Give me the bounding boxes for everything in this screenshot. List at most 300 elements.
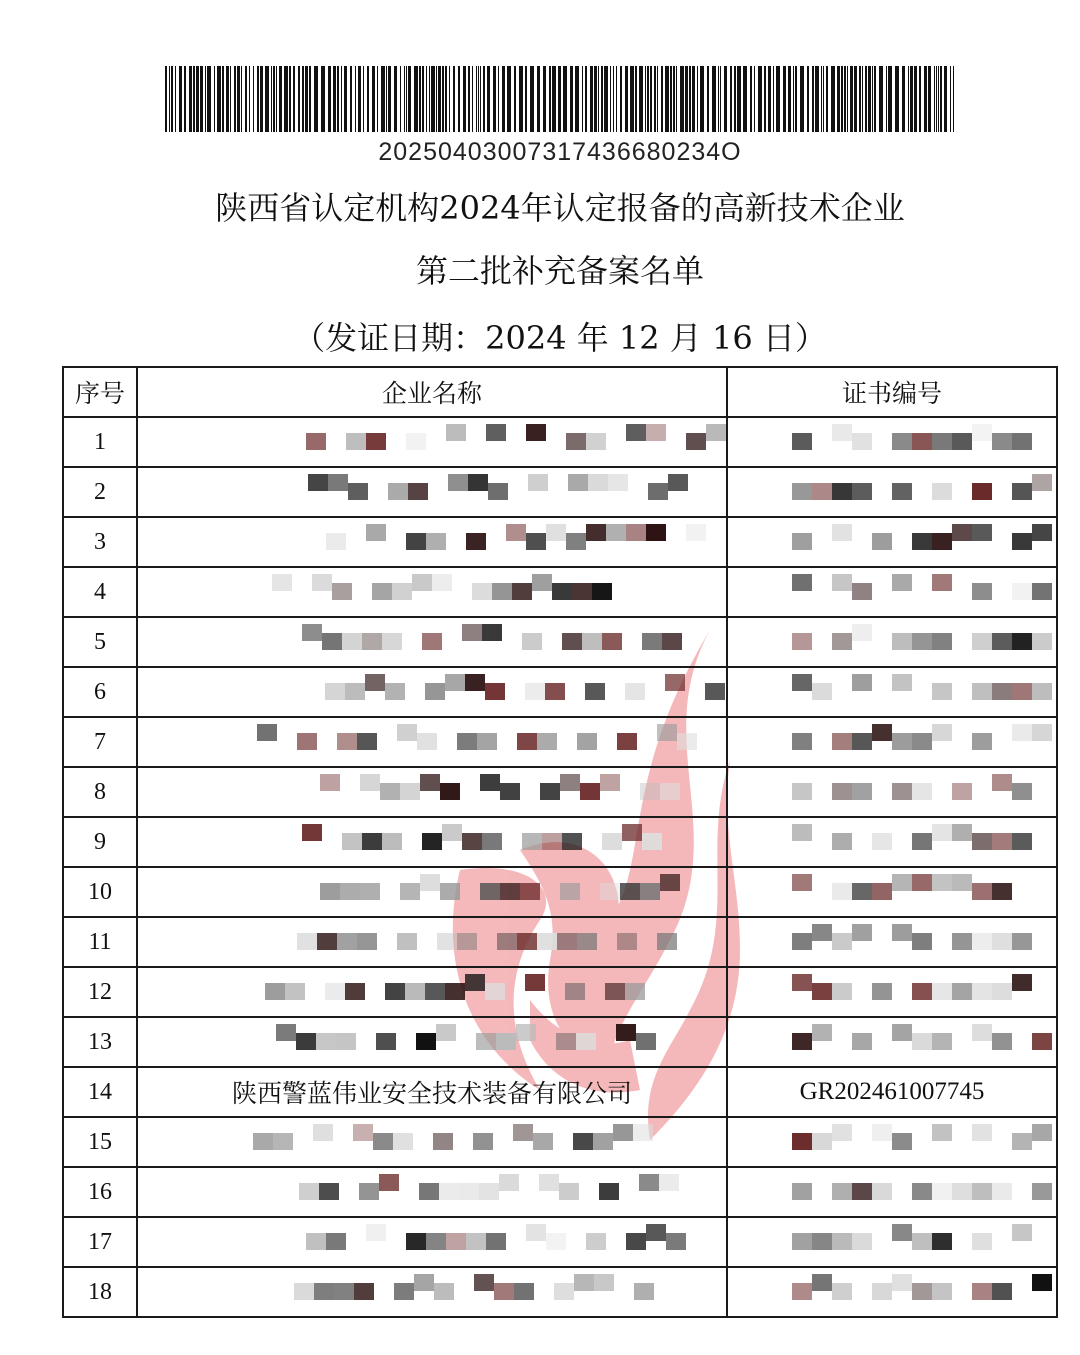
redaction-block bbox=[1012, 433, 1032, 450]
barcode-bar bbox=[245, 66, 247, 132]
pixelated-redaction bbox=[728, 1170, 1056, 1214]
row-company-name bbox=[137, 767, 727, 817]
barcode-bar bbox=[654, 66, 656, 132]
barcode-bar bbox=[442, 66, 444, 132]
redaction-block bbox=[792, 733, 812, 750]
redaction-block bbox=[626, 1233, 646, 1250]
redaction-block bbox=[419, 1183, 439, 1200]
redaction-block bbox=[792, 674, 812, 691]
redaction-block bbox=[792, 574, 812, 591]
redaction-block bbox=[353, 1124, 373, 1141]
redaction-block bbox=[852, 924, 872, 941]
barcode-bar bbox=[934, 66, 935, 132]
redaction-block bbox=[992, 774, 1012, 791]
redaction-block bbox=[892, 733, 912, 750]
redaction-block bbox=[513, 1124, 533, 1141]
redaction-block bbox=[852, 483, 872, 500]
redaction-block bbox=[812, 483, 832, 500]
redaction-block bbox=[912, 433, 932, 450]
redaction-block bbox=[792, 433, 812, 450]
redaction-block bbox=[992, 433, 1012, 450]
redaction-block bbox=[485, 683, 505, 700]
redaction-block bbox=[872, 724, 892, 741]
row-certificate-number bbox=[727, 867, 1057, 917]
redaction-block bbox=[400, 883, 420, 900]
table-row bbox=[63, 817, 1057, 867]
redaction-block bbox=[972, 424, 992, 441]
redaction-block bbox=[617, 733, 637, 750]
redaction-block bbox=[1012, 633, 1032, 650]
barcode-bar bbox=[426, 66, 427, 132]
redaction-block bbox=[992, 1283, 1012, 1300]
redaction-block bbox=[992, 683, 1012, 700]
barcode-bar bbox=[625, 66, 628, 132]
barcode-bar bbox=[372, 66, 375, 132]
pixelated-redaction bbox=[138, 470, 726, 514]
redaction-block bbox=[273, 1133, 293, 1150]
barcode-bar bbox=[429, 66, 430, 132]
barcode-bar bbox=[321, 66, 325, 132]
row-company-name bbox=[137, 917, 727, 967]
redaction-block bbox=[594, 1274, 614, 1291]
redaction-block bbox=[482, 624, 502, 641]
redaction-block bbox=[640, 883, 660, 900]
redaction-block bbox=[425, 983, 445, 1000]
row-certificate-number bbox=[727, 917, 1057, 967]
redaction-block bbox=[379, 1174, 399, 1191]
barcode-bar bbox=[645, 66, 646, 132]
redaction-block bbox=[537, 933, 557, 950]
pixelated-redaction bbox=[728, 1220, 1056, 1264]
barcode-bar bbox=[394, 66, 397, 132]
redaction-block bbox=[686, 524, 706, 541]
barcode-bar bbox=[676, 66, 677, 132]
pixelated-redaction bbox=[138, 970, 726, 1014]
barcode-bar bbox=[613, 66, 614, 132]
barcode-bar bbox=[601, 66, 603, 132]
redaction-block bbox=[852, 583, 872, 600]
redaction-block bbox=[385, 983, 405, 1000]
redaction-block bbox=[912, 533, 932, 550]
row-company-name bbox=[137, 567, 727, 617]
barcode-bar bbox=[302, 66, 304, 132]
barcode-bar bbox=[647, 66, 649, 132]
redaction-block bbox=[602, 633, 622, 650]
redaction-block bbox=[426, 533, 446, 550]
redaction-block bbox=[1032, 1033, 1052, 1050]
barcode-bar bbox=[230, 66, 231, 132]
redaction-block bbox=[357, 933, 377, 950]
row-seq: 17 bbox=[63, 1217, 137, 1267]
barcode-bar bbox=[812, 66, 814, 132]
redaction-block bbox=[1012, 724, 1032, 741]
barcode-bar bbox=[436, 66, 437, 132]
redaction-block bbox=[525, 974, 545, 991]
pixelated-redaction bbox=[728, 470, 1056, 514]
redaction-block bbox=[832, 633, 852, 650]
redaction-block bbox=[539, 1174, 559, 1191]
barcode-bar bbox=[480, 66, 481, 132]
redaction-block bbox=[416, 1033, 436, 1050]
barcode-bar bbox=[196, 66, 199, 132]
table-row bbox=[63, 1017, 1057, 1067]
barcode-bar bbox=[692, 66, 695, 132]
redaction-block bbox=[462, 833, 482, 850]
row-seq: 4 bbox=[63, 567, 137, 617]
redaction-block bbox=[832, 574, 852, 591]
pixelated-redaction bbox=[138, 670, 726, 714]
row-certificate-number bbox=[727, 467, 1057, 517]
redaction-block bbox=[448, 474, 468, 491]
table-row bbox=[63, 667, 1057, 717]
barcode-bar bbox=[449, 66, 450, 132]
redaction-block bbox=[832, 883, 852, 900]
redaction-block bbox=[408, 483, 428, 500]
redaction-block bbox=[1012, 683, 1032, 700]
redaction-block bbox=[554, 1283, 574, 1300]
barcode-bar bbox=[563, 66, 567, 132]
redaction-block bbox=[852, 1033, 872, 1050]
redaction-block bbox=[912, 1033, 932, 1050]
redaction-block bbox=[494, 1283, 514, 1300]
redaction-block bbox=[322, 633, 342, 650]
redaction-block bbox=[306, 1233, 326, 1250]
redaction-block bbox=[608, 474, 628, 491]
row-company-name bbox=[137, 617, 727, 667]
redaction-block bbox=[376, 1033, 396, 1050]
redaction-block bbox=[932, 724, 952, 741]
redaction-block bbox=[972, 524, 992, 541]
redaction-block bbox=[346, 433, 366, 450]
redaction-block bbox=[445, 674, 465, 691]
redaction-block bbox=[616, 1024, 636, 1041]
redaction-block bbox=[516, 1024, 536, 1041]
pixelated-redaction bbox=[138, 720, 726, 764]
barcode-bar bbox=[328, 66, 331, 132]
redaction-block bbox=[359, 1183, 379, 1200]
barcode-bar bbox=[783, 66, 786, 132]
redaction-block bbox=[577, 933, 597, 950]
redaction-block bbox=[486, 1233, 506, 1250]
pixelated-redaction bbox=[728, 670, 1056, 714]
redaction-block bbox=[457, 933, 477, 950]
redaction-block bbox=[832, 983, 852, 1000]
redaction-block bbox=[992, 983, 1012, 1000]
redaction-block bbox=[852, 1183, 872, 1200]
barcode-bar bbox=[635, 66, 637, 132]
barcode-bar bbox=[184, 66, 186, 132]
pixelated-redaction bbox=[138, 1120, 726, 1164]
redaction-block bbox=[812, 924, 832, 941]
redaction-block bbox=[600, 774, 620, 791]
redaction-block bbox=[606, 524, 626, 541]
row-certificate-number bbox=[727, 1217, 1057, 1267]
redaction-block bbox=[892, 1224, 912, 1241]
barcode-bar bbox=[237, 66, 240, 132]
barcode-bar bbox=[558, 66, 561, 132]
barcode-bar bbox=[363, 66, 364, 132]
redaction-block bbox=[432, 574, 452, 591]
redaction-block bbox=[972, 1283, 992, 1300]
barcode-bar bbox=[453, 66, 455, 132]
redaction-block bbox=[972, 483, 992, 500]
redaction-block bbox=[892, 1024, 912, 1041]
redaction-block bbox=[668, 474, 688, 491]
redaction-block bbox=[525, 683, 545, 700]
redaction-block bbox=[462, 624, 482, 641]
barcode-bar bbox=[570, 66, 573, 132]
row-seq: 11 bbox=[63, 917, 137, 967]
row-seq: 7 bbox=[63, 717, 137, 767]
redaction-block bbox=[812, 683, 832, 700]
barcode-bar bbox=[400, 66, 401, 132]
barcode-bar bbox=[886, 66, 887, 132]
redaction-block bbox=[932, 983, 952, 1000]
barcode-bar bbox=[872, 66, 873, 132]
redaction-block bbox=[662, 633, 682, 650]
pixelated-redaction bbox=[138, 420, 726, 464]
redaction-block bbox=[512, 583, 532, 600]
redaction-block bbox=[506, 524, 526, 541]
row-seq: 1 bbox=[63, 417, 137, 467]
barcode-bar bbox=[284, 66, 288, 132]
redaction-block bbox=[625, 983, 645, 1000]
redaction-block bbox=[362, 633, 382, 650]
redaction-block bbox=[500, 883, 520, 900]
barcode-bar bbox=[862, 66, 863, 132]
redaction-block bbox=[605, 983, 625, 1000]
redaction-block bbox=[613, 1124, 633, 1141]
redaction-block bbox=[480, 883, 500, 900]
redaction-block bbox=[440, 783, 460, 800]
barcode-bar bbox=[222, 66, 224, 132]
barcode-bar bbox=[298, 66, 300, 132]
row-seq: 15 bbox=[63, 1117, 137, 1167]
row-certificate-number bbox=[727, 517, 1057, 567]
pixelated-redaction bbox=[138, 920, 726, 964]
redaction-block bbox=[582, 633, 602, 650]
barcode-bar bbox=[750, 66, 752, 132]
redaction-block bbox=[872, 983, 892, 1000]
row-certificate-number bbox=[727, 617, 1057, 667]
redaction-block bbox=[1032, 474, 1052, 491]
redaction-block bbox=[354, 1283, 374, 1300]
redaction-block bbox=[442, 824, 462, 841]
barcode-bar bbox=[700, 66, 704, 132]
redaction-block bbox=[912, 983, 932, 1000]
redaction-block bbox=[405, 983, 425, 1000]
redaction-block bbox=[660, 874, 680, 891]
redaction-block bbox=[972, 733, 992, 750]
redaction-block bbox=[577, 733, 597, 750]
redaction-block bbox=[792, 1033, 812, 1050]
barcode bbox=[165, 66, 955, 132]
redaction-block bbox=[486, 424, 506, 441]
redaction-block bbox=[792, 483, 812, 500]
barcode-bar bbox=[823, 66, 824, 132]
redaction-block bbox=[480, 774, 500, 791]
barcode-bar bbox=[938, 66, 939, 132]
redaction-block bbox=[912, 933, 932, 950]
row-seq: 18 bbox=[63, 1267, 137, 1317]
barcode-bar bbox=[350, 66, 352, 132]
redaction-block bbox=[439, 1183, 459, 1200]
redaction-block bbox=[892, 1133, 912, 1150]
barcode-bar bbox=[472, 66, 473, 132]
barcode-bar bbox=[414, 66, 418, 132]
redaction-block bbox=[932, 1283, 952, 1300]
redaction-block bbox=[892, 674, 912, 691]
barcode-bar bbox=[788, 66, 791, 132]
pixelated-redaction bbox=[138, 820, 726, 864]
redaction-block bbox=[576, 1033, 596, 1050]
barcode-bar bbox=[724, 66, 727, 132]
row-company-name bbox=[137, 817, 727, 867]
pixelated-redaction bbox=[728, 970, 1056, 1014]
redaction-block bbox=[285, 983, 305, 1000]
redaction-block bbox=[422, 833, 442, 850]
table-row bbox=[63, 1067, 1057, 1117]
redaction-block bbox=[1012, 974, 1032, 991]
redaction-block bbox=[792, 1183, 812, 1200]
redaction-block bbox=[686, 433, 706, 450]
barcode-bar bbox=[940, 66, 942, 132]
redaction-block bbox=[517, 933, 537, 950]
barcode-bar bbox=[305, 66, 308, 132]
redaction-block bbox=[342, 633, 362, 650]
redaction-block bbox=[852, 674, 872, 691]
barcode-bar bbox=[764, 66, 766, 132]
redaction-block bbox=[972, 833, 992, 850]
redaction-block bbox=[640, 783, 660, 800]
barcode-bar bbox=[249, 66, 250, 132]
redaction-block bbox=[932, 433, 952, 450]
redaction-block bbox=[1032, 724, 1052, 741]
barcode-bar bbox=[758, 66, 762, 132]
barcode-bar bbox=[193, 66, 195, 132]
barcode-bar bbox=[179, 66, 182, 132]
barcode-bar bbox=[171, 66, 173, 132]
row-seq: 13 bbox=[63, 1017, 137, 1067]
row-seq: 9 bbox=[63, 817, 137, 867]
barcode-bar bbox=[344, 66, 347, 132]
barcode-bar bbox=[847, 66, 848, 132]
redaction-block bbox=[365, 674, 385, 691]
barcode-bar bbox=[253, 66, 254, 132]
redaction-block bbox=[537, 733, 557, 750]
redaction-block bbox=[422, 633, 442, 650]
redaction-block bbox=[932, 483, 952, 500]
redaction-block bbox=[348, 483, 368, 500]
redaction-block bbox=[340, 883, 360, 900]
redaction-block bbox=[872, 833, 892, 850]
redaction-block bbox=[972, 583, 992, 600]
redaction-block bbox=[832, 1183, 852, 1200]
redaction-block bbox=[972, 1233, 992, 1250]
redaction-block bbox=[485, 983, 505, 1000]
barcode-bar bbox=[271, 66, 272, 132]
redaction-block bbox=[319, 1183, 339, 1200]
barcode-bar bbox=[950, 66, 951, 132]
barcode-bar bbox=[463, 66, 466, 132]
barcode-bar bbox=[888, 66, 892, 132]
redaction-block bbox=[852, 783, 872, 800]
barcode-bar bbox=[944, 66, 947, 132]
redaction-block bbox=[253, 1133, 273, 1150]
redaction-block bbox=[297, 933, 317, 950]
redaction-block bbox=[499, 1174, 519, 1191]
redaction-block bbox=[792, 783, 812, 800]
redaction-block bbox=[633, 1124, 653, 1141]
barcode-bar bbox=[773, 66, 774, 132]
table-row bbox=[63, 1117, 1057, 1167]
redaction-block bbox=[932, 574, 952, 591]
table-row bbox=[63, 867, 1057, 917]
redaction-block bbox=[892, 633, 912, 650]
redaction-block bbox=[276, 1024, 296, 1041]
redaction-block bbox=[972, 883, 992, 900]
barcode-bar bbox=[575, 66, 579, 132]
barcode-bar bbox=[276, 66, 277, 132]
barcode-bar bbox=[217, 66, 221, 132]
row-certificate-number: GR202461007745 bbox=[727, 1067, 1057, 1117]
redaction-block bbox=[600, 883, 620, 900]
barcode-bar bbox=[408, 66, 411, 132]
redaction-block bbox=[1032, 1124, 1052, 1141]
redaction-block bbox=[1032, 583, 1052, 600]
redaction-block bbox=[522, 833, 542, 850]
barcode-bar bbox=[610, 66, 611, 132]
redaction-block bbox=[382, 833, 402, 850]
redaction-block bbox=[586, 433, 606, 450]
row-seq: 10 bbox=[63, 867, 137, 917]
redaction-block bbox=[522, 633, 542, 650]
redaction-block bbox=[892, 924, 912, 941]
barcode-bar bbox=[953, 66, 954, 132]
barcode-bar bbox=[914, 66, 917, 132]
redaction-block bbox=[872, 533, 892, 550]
row-certificate-number bbox=[727, 1117, 1057, 1167]
redaction-block bbox=[952, 1183, 972, 1200]
row-company-name bbox=[137, 1017, 727, 1067]
redaction-block bbox=[566, 533, 586, 550]
barcode-bar bbox=[530, 66, 534, 132]
barcode-bar bbox=[657, 66, 658, 132]
barcode-bar bbox=[910, 66, 913, 132]
redaction-block bbox=[852, 624, 872, 641]
redaction-block bbox=[520, 883, 540, 900]
redaction-block bbox=[306, 433, 326, 450]
row-seq: 5 bbox=[63, 617, 137, 667]
barcode-bar bbox=[874, 66, 876, 132]
pixelated-redaction bbox=[138, 1270, 726, 1314]
table-row bbox=[63, 1217, 1057, 1267]
row-seq: 6 bbox=[63, 667, 137, 717]
redaction-block bbox=[362, 833, 382, 850]
redaction-block bbox=[932, 533, 952, 550]
row-company-name bbox=[137, 967, 727, 1017]
redaction-block bbox=[1012, 483, 1032, 500]
redaction-block bbox=[952, 874, 972, 891]
barcode-bar bbox=[793, 66, 794, 132]
barcode-bar bbox=[333, 66, 336, 132]
barcode-bar bbox=[712, 66, 716, 132]
redaction-block bbox=[812, 1233, 832, 1250]
redaction-block bbox=[972, 683, 992, 700]
redaction-block bbox=[417, 733, 437, 750]
redaction-block bbox=[397, 724, 417, 741]
pixelated-redaction bbox=[728, 570, 1056, 614]
